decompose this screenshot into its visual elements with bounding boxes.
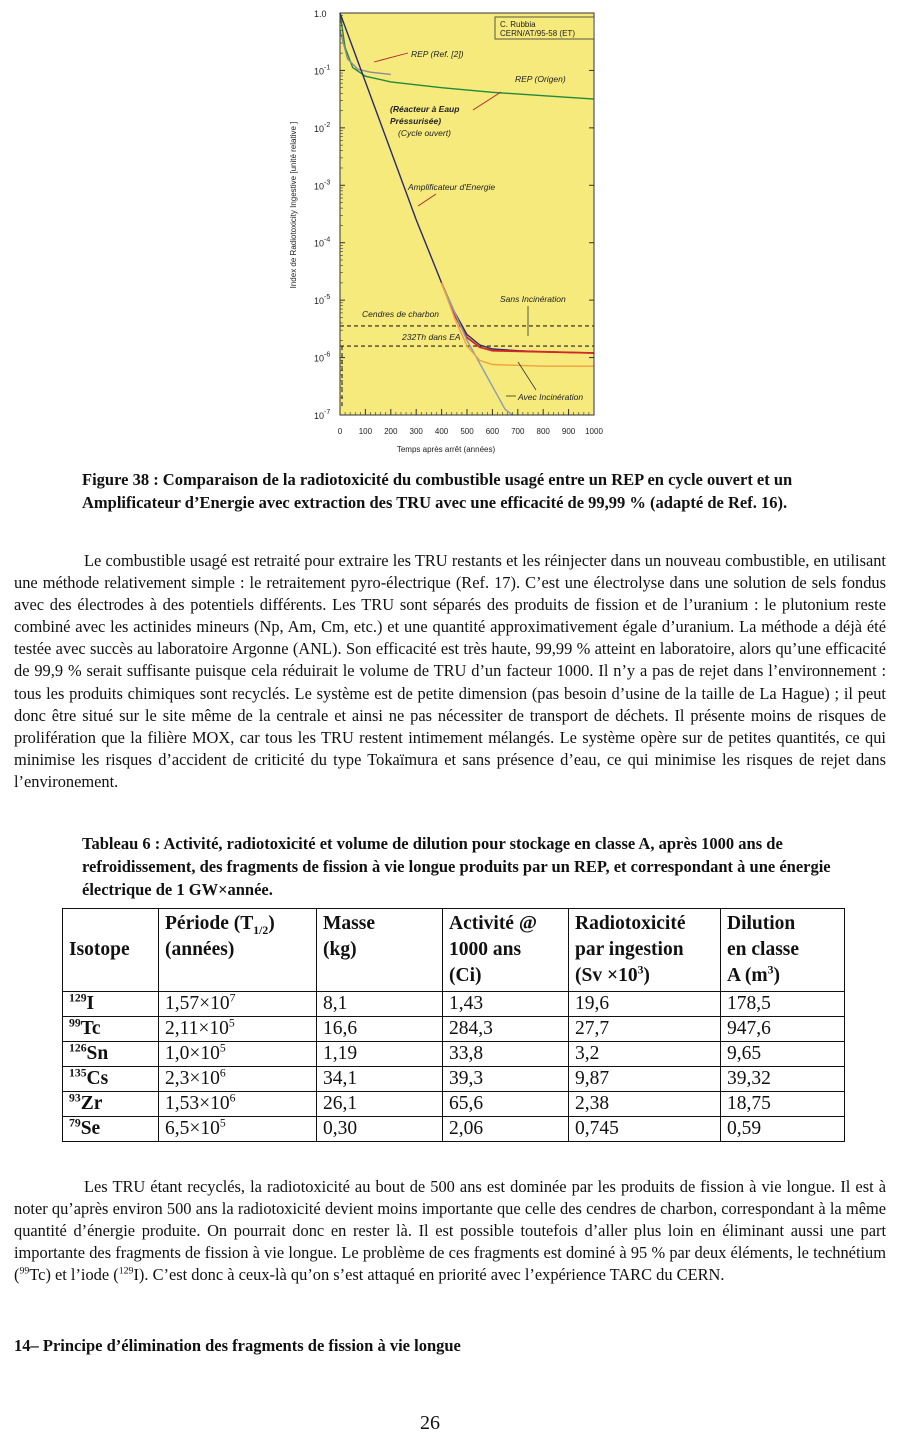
header-isotope: Isotope bbox=[63, 909, 159, 992]
y-tick-exponent: -3 bbox=[324, 179, 331, 187]
table-header-row bbox=[63, 909, 845, 992]
x-tick-label: 700 bbox=[511, 427, 525, 436]
x-tick-label: 200 bbox=[384, 427, 398, 436]
x-tick-label: 300 bbox=[409, 427, 423, 436]
cell-isotope: $^{99}$Tc bbox=[63, 1017, 159, 1042]
source-label-1: C. Rubbia bbox=[500, 20, 536, 29]
cell-dilution: 39,32 bbox=[721, 1067, 845, 1092]
cell-masse: 1,19 bbox=[317, 1042, 443, 1067]
table-row bbox=[63, 1042, 845, 1067]
cell-dilution: 18,75 bbox=[721, 1092, 845, 1117]
x-tick-label: 1000 bbox=[585, 427, 603, 436]
x-tick-label: 500 bbox=[460, 427, 474, 436]
cell-periode: $1,57\times 10^7$ bbox=[159, 992, 317, 1017]
table-caption: Tableau 6 : Activité, radiotoxicité et volume de dilution pour stockage en classe A, après 1000 ans de refroidissement, des fragments de fission à vie longue produits par un REP, et correspondant à une énergie électrique de 1 GW×année. bbox=[82, 834, 831, 899]
cell-periode: $1,0\times 10^5$ bbox=[159, 1042, 317, 1067]
table-row bbox=[63, 992, 845, 1017]
y-tick-label: $10^{-2}$ bbox=[314, 121, 331, 134]
cell-periode: $1,53\times 10^6$ bbox=[159, 1092, 317, 1117]
radiotoxicity-chart bbox=[278, 0, 618, 456]
cell-isotope: $^{79}$Se bbox=[63, 1117, 159, 1142]
y-tick-label: $10^{-7}$ bbox=[314, 409, 331, 421]
body-paragraph-1 bbox=[14, 550, 886, 793]
x-tick-label: 900 bbox=[561, 427, 576, 436]
section-heading: 14– Principe d’élimination des fragments de fission à vie longue bbox=[14, 1336, 461, 1355]
x-tick-label: 0 bbox=[337, 427, 343, 436]
cell-periode: $2,3\times 10^6$ bbox=[159, 1067, 317, 1092]
cell-activite: 33,8 bbox=[443, 1042, 569, 1067]
cell-dilution: 178,5 bbox=[721, 992, 845, 1017]
body-paragraph-2: Les TRU étant recyclés, la radiotoxicité au bout de 500 ans est dominée par les produits de fission à vie longue. Il est à noter qu’après environ 500 ans la radiotoxicité devient moins importante que celle des cendres de charbon, correspondant à la même quantité d’énergie produite. On pourrait donc en rester là. Il est possible toutefois d’aller plus loin en éliminant aussi une part importante des fragments de fission à vie longue. Le problème de ces fragments est dominé à 95 % par deux éléments, le technétium ($^{99}$Tc) et l’iode ($^{129}$I). C’est donc à ceux-là qu’on s’est attaqué en priorité avec l’expérience TARC du CERN. bbox=[14, 1177, 886, 1285]
cell-masse: 26,1 bbox=[317, 1092, 443, 1117]
x-tick-label: 600 bbox=[485, 427, 500, 436]
cell-dilution: 947,6 bbox=[721, 1017, 845, 1042]
cell-radiotox: 9,87 bbox=[569, 1067, 721, 1092]
y-tick-exponent: -2 bbox=[324, 121, 331, 129]
cell-activite: 284,3 bbox=[443, 1017, 569, 1042]
y-tick-exponent: -6 bbox=[324, 351, 331, 359]
cell-dilution: 0,59 bbox=[721, 1117, 845, 1142]
table-row bbox=[63, 1017, 845, 1042]
cell-isotope: $^{93}$Zr bbox=[63, 1092, 159, 1117]
body-paragraph-1-text: Le combustible usagé est retraité pour extraire les TRU restants et les réinjecter dans un nouveau combustible, en utilisant une méthode relativement simple : le retraitement pyro-électrique (Ref. 17). C’est une électrolyse dans une solution de sels fondus avec des électrodes à des potentiels différents. Les TRU sont séparés des produits de fission et de l’uranium : le plutonium reste combiné avec les actinides mineurs (Np, Am, Cm, etc.) et une quantité approximativement égale d’uranium. La méthode a déjà été testée avec succès au laboratoire Argonne (ANL). Son efficacité est très haute, 99,99 % atteint en laboratoire, alors qu’une efficacité de 99,9 % serait suffisante puisque cela réduirait le volume de TRU d’un facteur 1000. Il n’y a pas de rejet dans l’environnement : tous les produits chimiques sont recyclés. Le système est de petite dimension (pas besoin d’usine de la taille de La Hague) ; il peut donc être situé sur le site même de la centrale et ainsi ne pas nécessiter de transport de déchets. Il présente moins de risques de prolifération que la filière MOX, car tous les TRU restent intimement mélangés. Le système opère sur de petites quantités, ce qui minimise les risques d’accident de criticité du type Tokaïmura et sans présence d’eau, ce qui minimise les risques de rejet dans l’environement. bbox=[14, 551, 886, 791]
annotation-cycle-ouvert: (Cycle ouvert) bbox=[398, 128, 451, 138]
annotation-cendres: Cendres de charbon bbox=[362, 309, 440, 319]
source-label-2: CERN/AT/95-58 (ET) bbox=[500, 29, 575, 38]
chart-svg bbox=[278, 0, 618, 456]
y-tick-exponent: -1 bbox=[324, 64, 331, 72]
annotation-reacteur-1: (Réacteur à Eaup bbox=[390, 104, 460, 114]
isotope-table bbox=[62, 908, 845, 1142]
annotation-avec-incineration: Avec Incinération bbox=[518, 392, 584, 402]
x-axis-label: Temps après arrêt (années) bbox=[396, 445, 496, 454]
cell-masse: 16,6 bbox=[317, 1017, 443, 1042]
cell-periode: $2,11\times 10^5$ bbox=[159, 1017, 317, 1042]
cell-activite: 1,43 bbox=[443, 992, 569, 1017]
header-masse: Masse (kg) bbox=[317, 909, 443, 992]
cell-dilution: 9,65 bbox=[721, 1042, 845, 1067]
y-tick-label: $10^{-3}$ bbox=[314, 179, 331, 192]
y-tick-label: 1.0 bbox=[314, 9, 327, 19]
cell-isotope: $^{135}$Cs bbox=[63, 1067, 159, 1092]
y-tick-label: $10^{-4}$ bbox=[314, 236, 331, 249]
cell-radiotox: 19,6 bbox=[569, 992, 721, 1017]
figure-caption: Figure 38 : Comparaison de la radiotoxicité du combustible usagé entre un REP en cycle ouvert et un Amplificateur d’Energie avec extraction des TRU avec une efficacité de 99,99 % (adapté de Ref. 16). bbox=[82, 470, 793, 512]
cell-isotope: $^{129}$I bbox=[63, 992, 159, 1017]
cell-masse: 8,1 bbox=[317, 992, 443, 1017]
annotation-rep-ref: REP (Ref. [2]) bbox=[411, 49, 464, 59]
cell-radiotox: 3,2 bbox=[569, 1042, 721, 1067]
x-tick-label: 400 bbox=[434, 427, 449, 436]
y-tick-label: $10^{-1}$ bbox=[314, 64, 331, 77]
body-paragraph-1-container bbox=[14, 550, 886, 793]
annotation-reacteur-2: Préssurisée) bbox=[390, 116, 442, 126]
body-paragraph-2-container bbox=[14, 1176, 886, 1286]
cell-activite: 65,6 bbox=[443, 1092, 569, 1117]
table-row bbox=[63, 1067, 845, 1092]
cell-periode: $6,5\times 10^5$ bbox=[159, 1117, 317, 1142]
y-axis-label: Index de Radiotoxicity Ingestive [unité relative ] bbox=[289, 121, 298, 289]
cell-isotope: $^{126}$Sn bbox=[63, 1042, 159, 1067]
annotation-rep-origen: REP (Origen) bbox=[515, 74, 566, 84]
cell-activite: 39,3 bbox=[443, 1067, 569, 1092]
annotation-amplificateur: Amplificateur d'Energie bbox=[408, 182, 496, 192]
cell-radiotox: 2,38 bbox=[569, 1092, 721, 1117]
cell-activite: 2,06 bbox=[443, 1117, 569, 1142]
table-row bbox=[63, 1092, 845, 1117]
y-tick-exponent: -5 bbox=[324, 294, 331, 302]
x-tick-label: 800 bbox=[536, 427, 550, 436]
cell-radiotox: 27,7 bbox=[569, 1017, 721, 1042]
cell-masse: 0,30 bbox=[317, 1117, 443, 1142]
table-row bbox=[63, 1117, 845, 1142]
x-tick-label: 100 bbox=[358, 427, 373, 436]
y-tick-exponent: -4 bbox=[324, 236, 331, 244]
cell-radiotox: 0,745 bbox=[569, 1117, 721, 1142]
header-periode: Période $(T_{1/2})$ (années) bbox=[159, 909, 317, 992]
header-radiotoxicite: Radiotoxicité par ingestion $(Sv \times 10^3)$ bbox=[569, 909, 721, 992]
page-number: 26 bbox=[420, 1412, 440, 1434]
y-tick-label: $10^{-5}$ bbox=[314, 294, 331, 307]
cell-masse: 34,1 bbox=[317, 1067, 443, 1092]
annotation-sans-incineration: Sans Incinération bbox=[500, 294, 566, 304]
y-tick-exponent: -7 bbox=[324, 409, 331, 416]
y-tick-label: $10^{-6}$ bbox=[314, 351, 331, 364]
header-dilution: Dilution en classe A $(m^3)$ bbox=[721, 909, 845, 992]
annotation-232th: 232Th dans EA bbox=[402, 332, 461, 342]
header-activite: Activité @ 1000 ans (Ci) bbox=[443, 909, 569, 992]
